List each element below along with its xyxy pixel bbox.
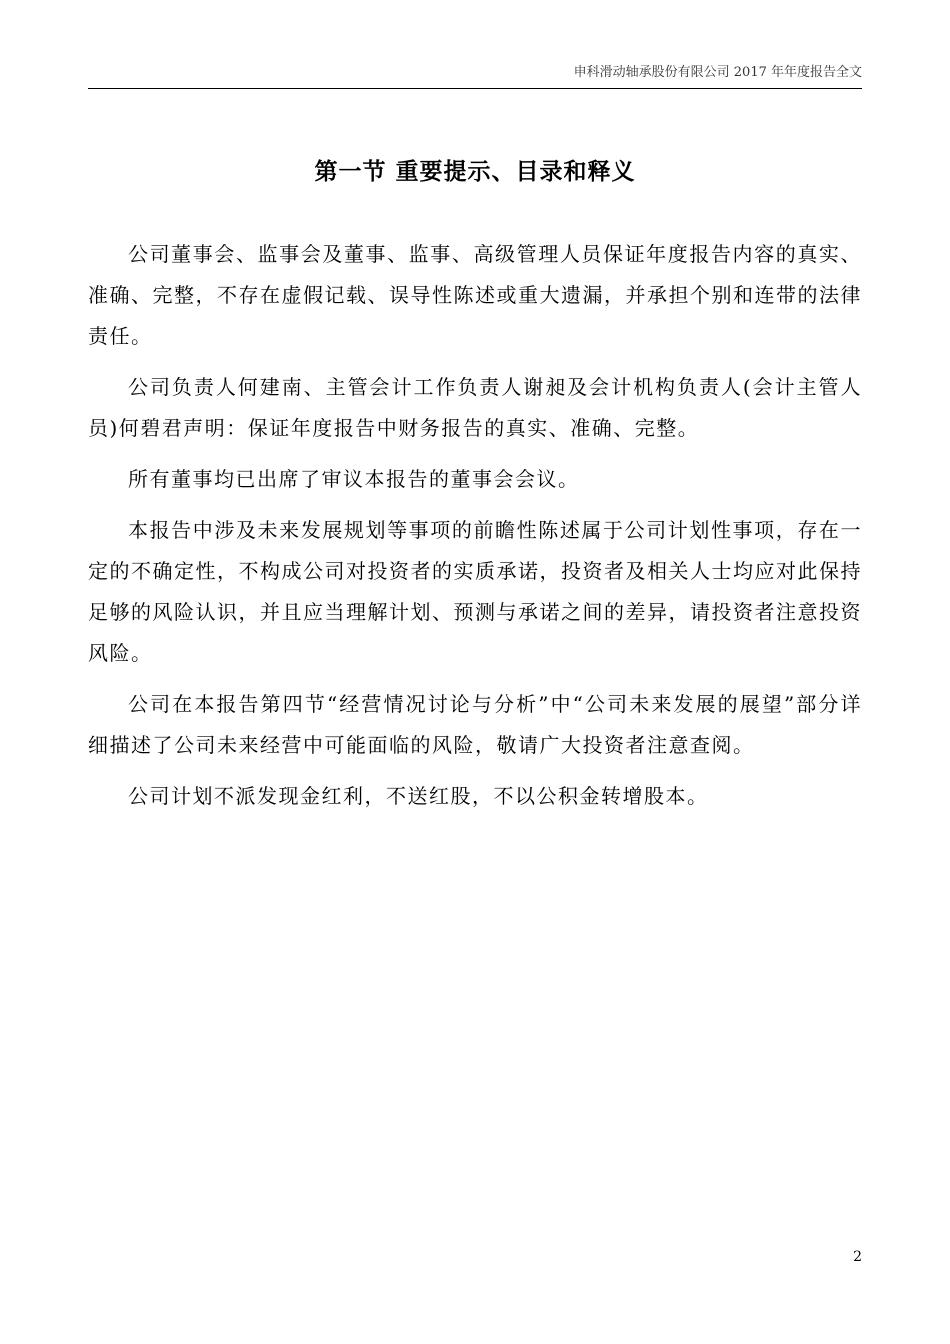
paragraph-risk-reference: 公司在本报告第四节“经营情况讨论与分析”中“公司未来发展的展望”部分详细描述了公司未来经营中可能面临的风险，敬请广大投资者注意查阅。 — [88, 692, 862, 757]
paragraph-board-guarantee: 公司董事会、监事会及董事、监事、高级管理人员保证年度报告内容的真实、准确、完整，不存在虚假记载、误导性陈述或重大遗漏，并承担个别和连带的法律责任。 — [88, 242, 862, 348]
paragraph-dividend-plan: 公司计划不派发现金红利，不送红股，不以公积金转增股本。 — [128, 784, 709, 808]
paragraph-forward-looking: 本报告中涉及未来发展规划等事项的前瞻性陈述属于公司计划性事项，存在一定的不确定性，不构成公司对投资者的实质承诺，投资者及相关人士均应对此保持足够的风险认识，并且应当理解计划、预测与承诺之间的差异，请投资者注意投资风险。 — [88, 518, 862, 665]
header-title: 申科滑动轴承股份有限公司 2017 年年度报告全文 — [573, 65, 862, 80]
section-title: 第一节 重要提示、目录和释义 — [314, 158, 636, 185]
paragraph-board-attendance: 所有董事均已出席了审议本报告的董事会会议。 — [128, 467, 580, 491]
paragraph-officer-statement: 公司负责人何建南、主管会计工作负责人谢昶及会计机构负责人(会计主管人员)何碧君声明：保证年度报告中财务报告的真实、准确、完整。 — [88, 375, 862, 440]
page-number: 2 — [853, 1249, 862, 1265]
page-header — [88, 62, 862, 89]
document-body — [88, 234, 862, 827]
